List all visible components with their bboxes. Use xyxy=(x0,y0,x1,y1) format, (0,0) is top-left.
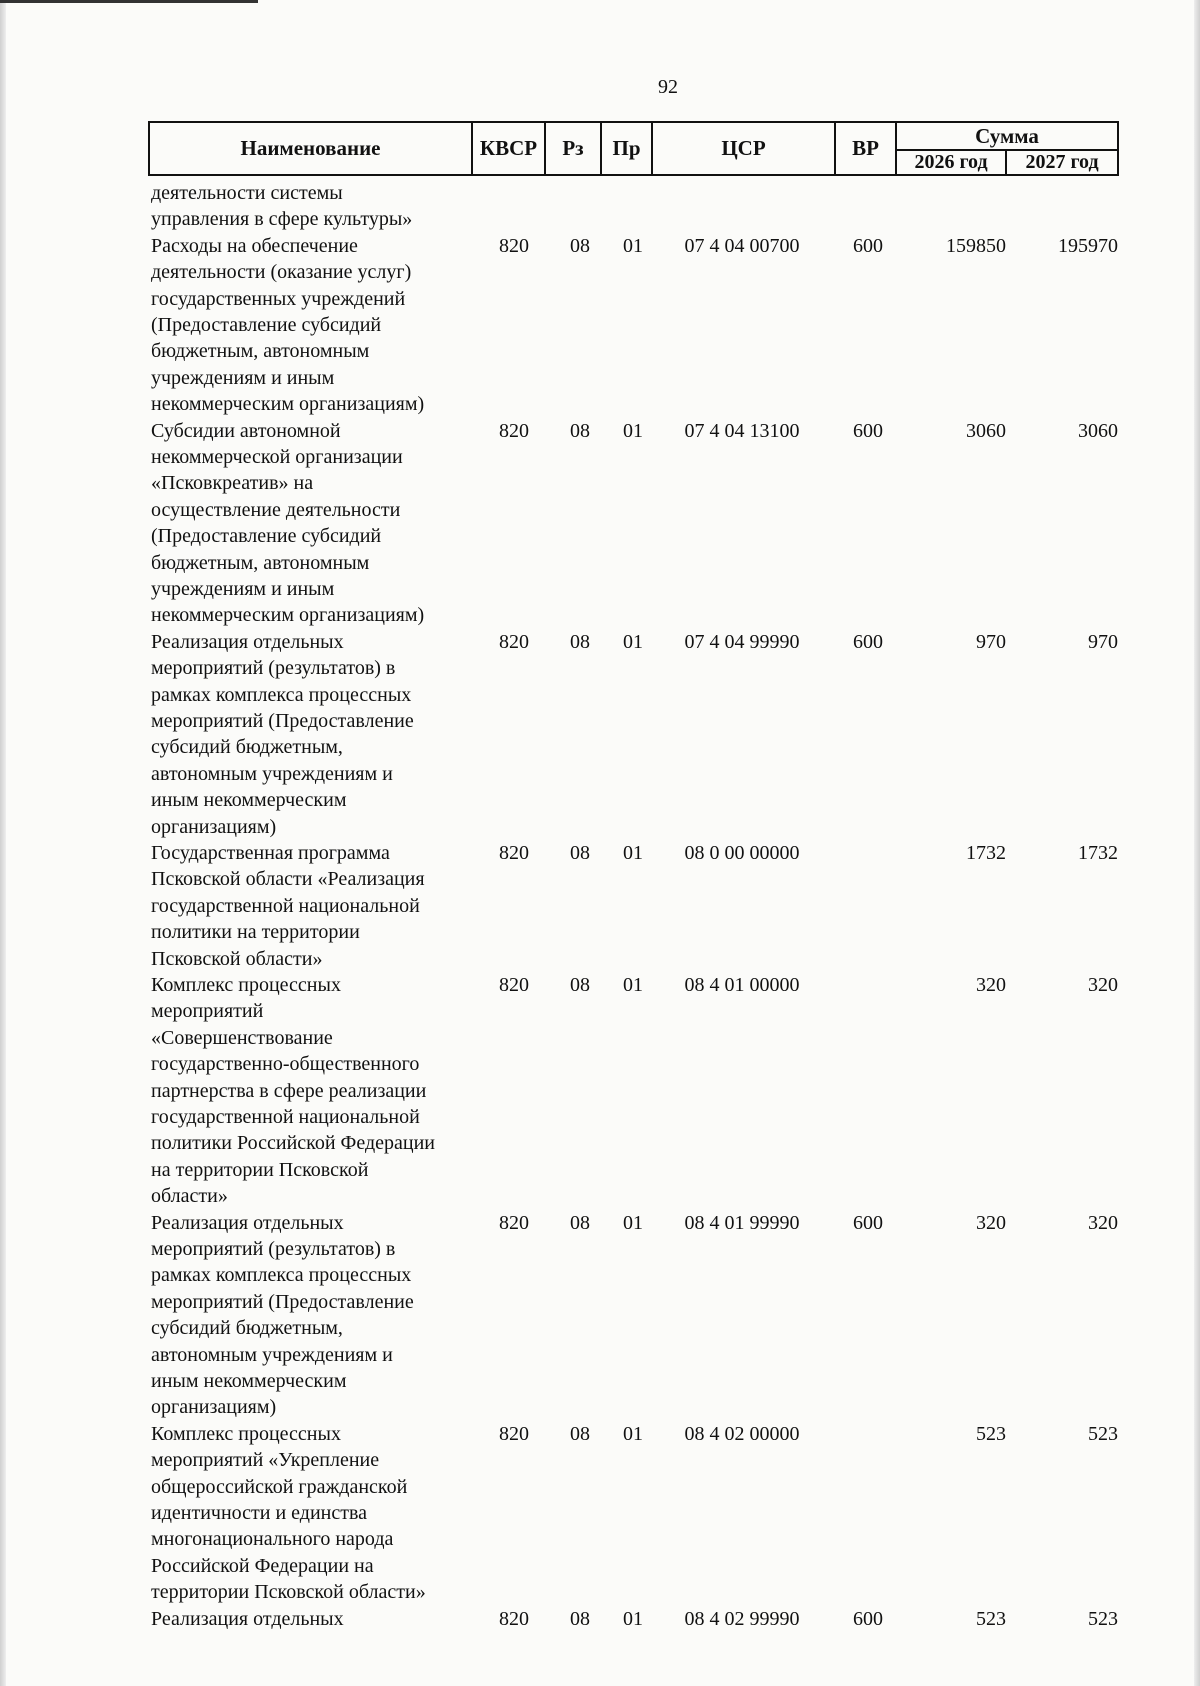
cell-rz: 08 xyxy=(570,630,590,653)
cell-sum-2027: 320 xyxy=(1088,1211,1118,1234)
cell-vr: 600 xyxy=(853,1607,883,1630)
cell-sum-2026: 523 xyxy=(976,1607,1006,1630)
cell-kvsr: 820 xyxy=(499,1211,529,1234)
cell-sum-2026: 159850 xyxy=(946,234,1006,257)
header-year-2027: 2027 год xyxy=(1025,151,1099,173)
table-row xyxy=(0,418,1200,629)
table-body xyxy=(0,180,1200,1632)
cell-name: Реализация отдельных мероприятий (результатов) в рамках комплекса процессных мероприятий (Предоставление субсидий бюджетным, автономным учреждениям и иным некоммерческим организациям) xyxy=(151,1211,414,1419)
cell-pr: 01 xyxy=(623,234,643,257)
cell-csr: 08 4 01 99990 xyxy=(684,1211,800,1234)
cell-name: Расходы на обеспечение деятельности (оказание услуг) государственных учреждений (Предоставление субсидий бюджетным, автономным учреждениям и иным некоммерческим организациям) xyxy=(151,234,425,416)
cell-sum-2027: 523 xyxy=(1088,1422,1118,1445)
cell-csr: 08 0 00 00000 xyxy=(684,841,800,864)
top-rule xyxy=(0,0,258,3)
cell-sum-2026: 3060 xyxy=(966,419,1006,442)
cell-pr: 01 xyxy=(623,973,643,996)
header-rz: Рз xyxy=(546,123,602,174)
cell-sum-2026: 970 xyxy=(976,630,1006,653)
cell-sum-2026: 1732 xyxy=(966,841,1006,864)
cell-sum-2027: 970 xyxy=(1088,630,1118,653)
cell-csr: 08 4 02 99990 xyxy=(684,1607,800,1630)
cell-sum-2027: 320 xyxy=(1088,973,1118,996)
cell-name: Комплекс процессных мероприятий «Совершенствование государственно-общественного партнерства в сфере реализации государственной национальной политики Российской Федерации на территории Псковской области» xyxy=(151,973,436,1208)
cell-kvsr: 820 xyxy=(499,1607,529,1630)
table-row xyxy=(0,840,1200,972)
cell-pr: 01 xyxy=(623,630,643,653)
cell-csr: 07 4 04 00700 xyxy=(684,234,800,257)
cell-sum-2026: 320 xyxy=(976,973,1006,996)
cell-rz: 08 xyxy=(570,973,590,996)
cell-kvsr: 820 xyxy=(499,841,529,864)
cell-sum-2027: 195970 xyxy=(1058,234,1118,257)
cell-pr: 01 xyxy=(623,841,643,864)
cell-rz: 08 xyxy=(570,1211,590,1234)
header-name: Наименование xyxy=(150,123,473,174)
cell-name: Государственная программа Псковской области «Реализация государственной национальной политики на территории Псковской области» xyxy=(151,841,425,970)
cell-sum-2027: 3060 xyxy=(1078,419,1118,442)
page-number: 92 xyxy=(658,76,678,98)
table-row xyxy=(0,1606,1200,1632)
table-header xyxy=(148,121,1119,176)
table-row xyxy=(0,972,1200,1210)
cell-kvsr: 820 xyxy=(499,234,529,257)
cell-rz: 08 xyxy=(570,841,590,864)
table-row xyxy=(0,233,1200,418)
header-year-2026: 2026 год xyxy=(897,151,1007,174)
cell-csr: 08 4 01 00000 xyxy=(684,973,800,996)
cell-rz: 08 xyxy=(570,419,590,442)
cell-kvsr: 820 xyxy=(499,630,529,653)
cell-rz: 08 xyxy=(570,1607,590,1630)
cell-vr: 600 xyxy=(853,1211,883,1234)
cell-sum-2026: 320 xyxy=(976,1211,1006,1234)
header-kvsr: КВСР xyxy=(473,123,546,174)
header-sum-group xyxy=(897,123,1117,174)
cell-vr: 600 xyxy=(853,630,883,653)
cell-kvsr: 820 xyxy=(499,973,529,996)
cell-name: Реализация отдельных мероприятий (результатов) в рамках комплекса процессных мероприятий (Предоставление субсидий бюджетным, автономным учреждениям и иным некоммерческим организациям) xyxy=(151,630,414,838)
cell-pr: 01 xyxy=(623,1211,643,1234)
header-vr: ВР xyxy=(836,123,897,174)
cell-sum-2027: 1732 xyxy=(1078,841,1118,864)
cell-sum-2026: 523 xyxy=(976,1422,1006,1445)
cell-csr: 07 4 04 13100 xyxy=(684,419,800,442)
table-row xyxy=(0,1210,1200,1421)
cell-rz: 08 xyxy=(570,1422,590,1445)
cell-pr: 01 xyxy=(623,1422,643,1445)
cell-name: Реализация отдельных xyxy=(151,1607,344,1630)
table-row xyxy=(0,1421,1200,1606)
cell-kvsr: 820 xyxy=(499,1422,529,1445)
cell-name: Субсидии автономной некоммерческой организации «Псковкреатив» на осуществление деятельности (Предоставление субсидий бюджетным, автономным учреждениям и иным некоммерческим организациям) xyxy=(151,419,425,627)
cell-pr: 01 xyxy=(623,1607,643,1630)
cell-vr: 600 xyxy=(853,419,883,442)
cell-kvsr: 820 xyxy=(499,419,529,442)
header-pr: Пр xyxy=(602,123,653,174)
cell-csr: 07 4 04 99990 xyxy=(684,630,800,653)
table-row xyxy=(0,180,1200,233)
header-csr: ЦСР xyxy=(653,123,836,174)
cell-vr: 600 xyxy=(853,234,883,257)
cell-pr: 01 xyxy=(623,419,643,442)
cell-name: деятельности системы управления в сфере культуры» xyxy=(151,182,413,231)
header-sum: Сумма xyxy=(897,123,1117,151)
cell-name: Комплекс процессных мероприятий «Укрепление общероссийской гражданской идентичности и единства многонационального народа Российской Федерации на территории Псковской области» xyxy=(151,1422,426,1604)
cell-csr: 08 4 02 00000 xyxy=(684,1422,800,1445)
table-row xyxy=(0,629,1200,840)
cell-rz: 08 xyxy=(570,234,590,257)
cell-sum-2027: 523 xyxy=(1088,1607,1118,1630)
